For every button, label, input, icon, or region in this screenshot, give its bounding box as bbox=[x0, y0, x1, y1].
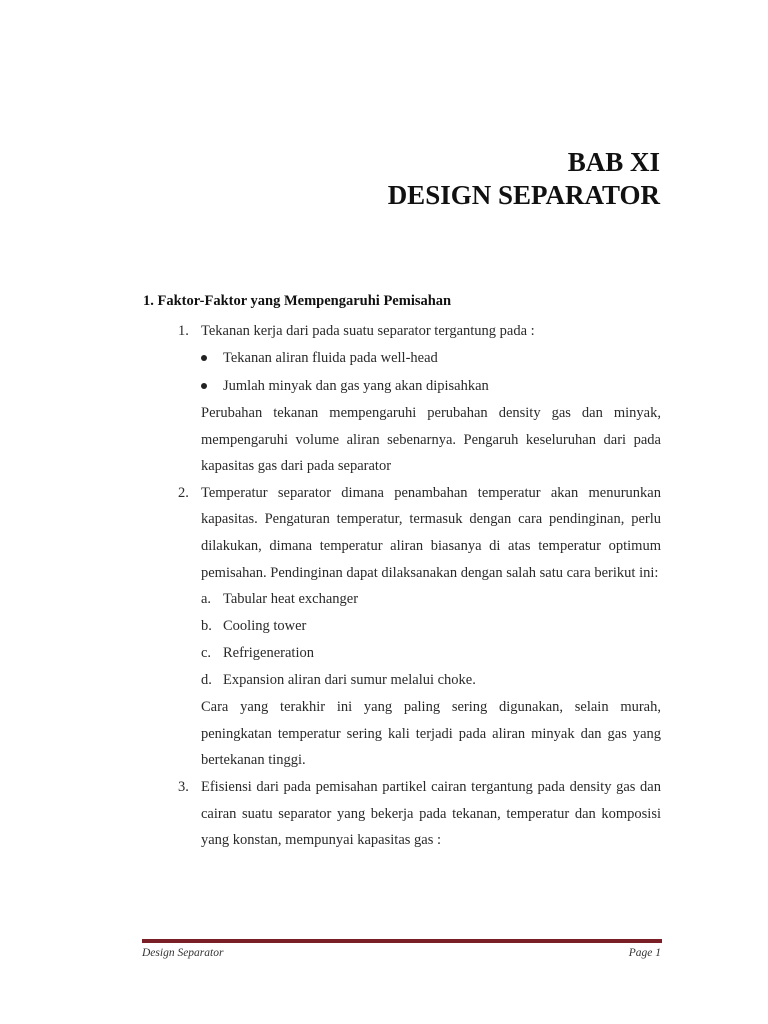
footer-page-number: Page 1 bbox=[628, 947, 661, 959]
bullet-list bbox=[201, 344, 661, 400]
letter-mark: d. bbox=[201, 672, 212, 689]
lettered-text: Refrigeneration bbox=[223, 645, 314, 662]
bullet-text: Tekanan aliran fluida pada well-head bbox=[223, 350, 438, 366]
item-number: 3. bbox=[178, 778, 189, 795]
item-intro: Efisiensi dari pada pemisahan partikel cairan tergantung pada density gas dan cairan suatu separator yang bekerja pada tekanan, temperatur dan komposisi yang konstan, mempunyai kapasitas gas : bbox=[201, 778, 661, 849]
lettered-list bbox=[201, 586, 661, 694]
item-number: 2. bbox=[178, 484, 189, 501]
lettered-item bbox=[201, 667, 661, 694]
lettered-text: Cooling tower bbox=[223, 618, 307, 635]
item-intro: Tekanan kerja dari pada suatu separator tergantung pada : bbox=[201, 323, 535, 339]
numbered-item-3 bbox=[143, 774, 661, 854]
lettered-item bbox=[201, 586, 661, 613]
footer-document-title: Design Separator bbox=[142, 947, 224, 959]
letter-mark: a. bbox=[201, 591, 212, 608]
bullet-item bbox=[201, 372, 661, 400]
letter-mark: b. bbox=[201, 618, 212, 635]
section-body bbox=[143, 318, 661, 854]
lettered-item bbox=[201, 613, 661, 640]
bullet-icon bbox=[201, 383, 207, 389]
numbered-item-1 bbox=[143, 318, 661, 480]
bullet-item bbox=[201, 344, 661, 372]
numbered-item-2 bbox=[143, 480, 661, 774]
lettered-text: Tabular heat exchanger bbox=[223, 591, 359, 608]
bullet-icon bbox=[201, 355, 207, 361]
lettered-text: Expansion aliran dari sumur melalui choke. bbox=[223, 672, 476, 689]
lettered-item bbox=[201, 640, 661, 667]
letter-mark: c. bbox=[201, 645, 212, 662]
footer-divider bbox=[142, 939, 662, 943]
chapter-title: DESIGN SEPARATOR bbox=[387, 180, 660, 210]
section-title: 1. Faktor-Faktor yang Mempengaruhi Pemisahan bbox=[143, 293, 452, 309]
item-paragraph: Cara yang terakhir ini yang paling sering digunakan, selain murah, peningkatan temperatur sering kali terjadi pada aliran minyak dan gas yang bertekanan tinggi. bbox=[201, 699, 661, 769]
bullet-text: Jumlah minyak dan gas yang akan dipisahkan bbox=[223, 378, 489, 394]
item-number: 1. bbox=[178, 323, 189, 339]
chapter-heading bbox=[388, 146, 660, 212]
chapter-number: BAB XI bbox=[567, 147, 660, 177]
item-paragraph: Perubahan tekanan mempengaruhi perubahan density gas dan minyak, mempengaruhi volume aliran sebenarnya. Pengaruh keseluruhan dari pada kapasitas gas dari pada separator bbox=[201, 405, 661, 475]
item-intro: Temperatur separator dimana penambahan temperatur akan menurunkan kapasitas. Pengaturan temperatur, termasuk dengan cara pendinginan, perlu dilakukan, dimana temperatur aliran biasanya di atas temperatur optimum pemisahan. Pendinginan dapat dilaksanakan dengan salah satu cara berikut ini: bbox=[201, 484, 661, 581]
